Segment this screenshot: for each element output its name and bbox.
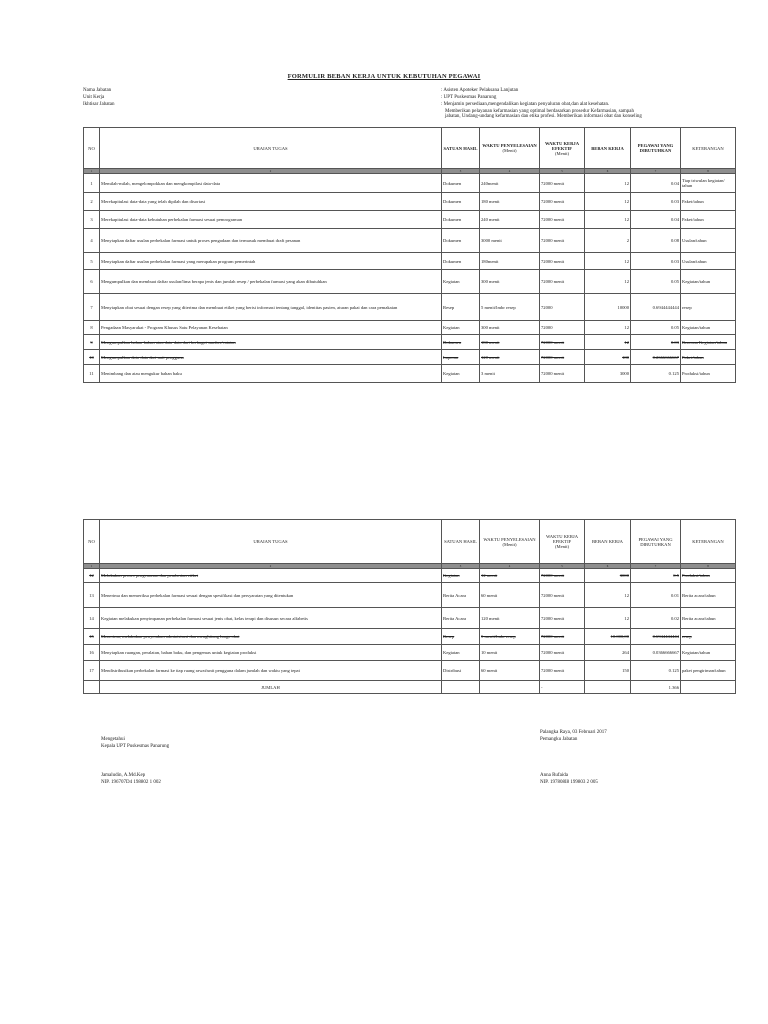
row-eff: 72000 menit	[540, 270, 585, 294]
row-time: 10 menit	[480, 645, 540, 661]
header-keterangan: KETERANGAN	[681, 128, 736, 169]
row-eff: 72000 menit	[540, 193, 585, 211]
row-no: 10	[84, 350, 100, 365]
signature-right-block	[540, 772, 598, 786]
row-load: 10.000,00	[585, 629, 631, 645]
row-load: 2	[585, 229, 631, 253]
row-note: Paket/tahun	[681, 211, 736, 229]
header-beban-kerja: BEBAN KERJA	[585, 128, 631, 169]
row-task: Menerima, melakukan penyerahan administrasi dan menghitung harga obat	[100, 629, 442, 645]
row-unit: Distribusi	[442, 661, 480, 681]
header-waktu-penyelesaian	[480, 128, 540, 169]
row-unit: Dokumen	[442, 193, 480, 211]
row-need: 0.125	[631, 661, 681, 681]
row-unit: Dokumen	[442, 253, 480, 270]
header-waktu-kerja-efektif-unit: (Menit)	[554, 544, 570, 549]
row-time: 180 menit	[480, 335, 540, 350]
row-task: Menerima dan memeriksa perbekalan farmasi sesuai dengan spesifikasi dan persyaratan yang ditentukan	[100, 583, 442, 608]
total-value: 1.366	[631, 681, 681, 694]
header-no: NO	[84, 520, 100, 564]
row-load: 12	[585, 608, 631, 629]
workload-table-2	[83, 519, 736, 694]
row-time: 300 menit	[480, 270, 540, 294]
row-load: 264	[585, 645, 631, 661]
header-keterangan: KETERANGAN	[681, 520, 736, 564]
row-time: 5 menit/lmbr resep	[480, 629, 540, 645]
row-no: 6	[84, 270, 100, 294]
row-eff: 72000	[540, 294, 585, 321]
index-cell: 4	[480, 169, 540, 174]
table-row	[84, 629, 736, 645]
row-time: 5 menit/lmbr resep	[480, 294, 540, 321]
table-row	[84, 294, 736, 321]
row-no: 17	[84, 661, 100, 681]
table-row	[84, 569, 736, 583]
row-time: 60 menit	[480, 583, 540, 608]
table2-body	[84, 569, 736, 681]
row-note: resep	[681, 294, 736, 321]
info-value-nama-jabatan: : Asisten Apoteker Pelaksana Lanjutan	[441, 88, 519, 93]
row-need: 0.03	[631, 335, 681, 350]
index-cell: 6	[585, 564, 631, 569]
header-waktu-penyelesaian-unit: (Menit)	[502, 148, 517, 153]
table-row	[84, 583, 736, 608]
index-cell: 6	[585, 169, 631, 174]
row-task: Menyiapkan obat sesuai dengan resep yang diterima dan membuat etiket yang berisi informasi tentang tanggal, identitas pasien, aturan pakai dan cara pemakaian	[100, 294, 442, 321]
row-unit: Resep	[442, 294, 480, 321]
signature-right-header	[540, 729, 607, 743]
row-unit: Dokumen	[442, 211, 480, 229]
row-unit: Kegiatan	[442, 569, 480, 583]
table-row	[84, 321, 736, 335]
row-need: 0.03	[631, 253, 681, 270]
row-load: 12	[585, 335, 631, 350]
row-eff: 72000 menit	[540, 629, 585, 645]
row-need: 0.05	[631, 270, 681, 294]
row-time: 60 menit	[480, 661, 540, 681]
row-eff: 72000 menit	[540, 211, 585, 229]
row-time: 3000 menit	[480, 229, 540, 253]
row-note: Produksi/tahun	[681, 365, 736, 383]
header-waktu-kerja-efektif	[540, 520, 585, 564]
table-row	[84, 350, 736, 365]
row-need: 0.0366666667	[631, 645, 681, 661]
row-need: 0.2666666667	[631, 350, 681, 365]
row-need: 0.04	[631, 211, 681, 229]
row-need: 0.03	[631, 193, 681, 211]
row-unit: Dokumen	[442, 229, 480, 253]
total-empty-cell	[681, 681, 736, 694]
row-unit: Kegiatan	[442, 365, 480, 383]
header-pegawai-dibutuhkan: PEGAWAI YANG DIBUTUHKAN	[631, 128, 681, 169]
signature-right-nip: NIP. 197808I8 199803 2 005	[540, 780, 598, 785]
total-empty-cell	[84, 681, 100, 694]
row-load: 12	[585, 321, 631, 335]
header-satuan-hasil: SATUAN HASIL	[442, 520, 480, 564]
row-load: 3000	[585, 569, 631, 583]
info-value-ikhtisar-cont-2: jabatan, Undang-undang kefarmasian dan etika profesi. Memberikan informasi obat dan konseling	[445, 114, 642, 120]
header-waktu-kerja-efektif-label: WAKTU KERJA EFEKTIF	[545, 534, 579, 544]
row-eff: 72000 menit	[540, 583, 585, 608]
row-note: Produksi/tahun	[681, 569, 736, 583]
row-note: Berita acara/tahun	[681, 583, 736, 608]
row-load: 12	[585, 211, 631, 229]
row-time: 240menit	[480, 174, 540, 193]
total-empty-cell	[442, 681, 480, 694]
row-load: 180	[585, 350, 631, 365]
row-load: 12	[585, 193, 631, 211]
header-beban-kerja: BEBAN KERJA	[585, 520, 631, 564]
header-uraian-tugas: URAIAN TUGAS	[100, 128, 442, 169]
row-need: 0.05	[631, 321, 681, 335]
row-time: 120 menit	[480, 350, 540, 365]
row-task: Merekapitulasi data-data kebutuhan perbekalan farmasi sesuai pemrograman	[100, 211, 442, 229]
table1-header-row	[84, 128, 736, 169]
row-unit: Berita Acara	[442, 608, 480, 629]
signature-left-nip: NIP. 196707D4 198802 1 002	[101, 780, 161, 785]
table-row	[84, 661, 736, 681]
table-row	[84, 193, 736, 211]
row-note: Kegiatan/tahun	[681, 270, 736, 294]
index-cell: 2	[100, 564, 442, 569]
table-row	[84, 174, 736, 193]
form-title: FORMULIR BEBAN KERJA UNTUK KEBUTUHAN PEGAWAI	[287, 73, 481, 80]
header-satuan-hasil: SATUAN HASIL	[442, 128, 480, 169]
header-waktu-kerja-efektif-label: WAKTU KERJA EFEKTIF	[544, 140, 580, 151]
row-load: 150	[585, 661, 631, 681]
info-label-unit-kerja: Unit Kerja	[83, 95, 105, 101]
row-note: paket pengiriman/tahun	[681, 661, 736, 681]
row-need: 0.08	[631, 229, 681, 253]
row-load: 12	[585, 174, 631, 193]
place-date: Palangka Raya, 03 Februari 2017	[540, 730, 607, 735]
row-no: 12	[84, 569, 100, 583]
row-task: Kegiatan melakukan penyimpanan perbekalan farmasi sesuai jenis obat, kelas terapi dan disusun secara alfabetis	[100, 608, 442, 629]
row-task: Mengumpulkan bahan-bahan atau data-data dari berbagai sumber/catatan	[100, 335, 442, 350]
row-task: Menyiapkan ruangan, peralatan, bahan baku, dan pengemas untuk kegiatan produksi	[100, 645, 442, 661]
table-row	[84, 365, 736, 383]
index-cell: 3	[442, 564, 480, 569]
header-uraian-tugas: URAIAN TUGAS	[100, 520, 442, 564]
row-unit: Kegiatan	[442, 321, 480, 335]
row-time: 300 menit	[480, 321, 540, 335]
row-eff: 72000 menit	[540, 365, 585, 383]
row-task: Menimbang dan atau mengukur bahan baku	[100, 365, 442, 383]
row-note: Rencana Kegiatan/tahun	[681, 335, 736, 350]
row-need: 0.02	[631, 608, 681, 629]
row-note: Usulan/tahun	[681, 229, 736, 253]
header-pegawai-dibutuhkan: PEGAWAI YANG DIBUTUHKAN	[631, 520, 681, 564]
row-eff: 72000 menit	[540, 645, 585, 661]
header-waktu-kerja-efektif	[540, 128, 585, 169]
row-note: Kegiatan/tahun	[681, 645, 736, 661]
row-no: 13	[84, 583, 100, 608]
table-row	[84, 335, 736, 350]
row-need: 0.04	[631, 174, 681, 193]
signature-left-label: Mengetahui	[101, 737, 125, 742]
row-eff: 72000 menit	[540, 174, 585, 193]
row-load: 12	[585, 583, 631, 608]
table2-total-row	[84, 681, 736, 694]
row-no: 7	[84, 294, 100, 321]
row-load: 3000	[585, 365, 631, 383]
table-row	[84, 270, 736, 294]
index-cell: 7	[631, 169, 681, 174]
table-row	[84, 229, 736, 253]
row-no: 9	[84, 335, 100, 350]
row-time: 180menit	[480, 253, 540, 270]
row-unit: Kegiatan	[442, 270, 480, 294]
row-time: 12 menit	[480, 569, 540, 583]
row-need: 0.01	[631, 583, 681, 608]
row-note: Paket/tahun	[681, 350, 736, 365]
table-row	[84, 608, 736, 629]
row-eff: 72000	[540, 321, 585, 335]
index-cell: 7	[631, 564, 681, 569]
row-load: 12	[585, 270, 631, 294]
row-task: Menyiapkan daftar usulan perbekalan farmasi yang merupakan program pemerintah	[100, 253, 442, 270]
row-need: 0.6944444444	[631, 629, 681, 645]
signature-left-title: Kepala UPT Puskesmas Panarung	[101, 744, 170, 749]
index-cell: 1	[84, 169, 100, 174]
total-empty-cell	[585, 681, 631, 694]
row-note: Paket/tahun	[681, 193, 736, 211]
index-cell: 5	[540, 564, 585, 569]
table1-body	[84, 174, 736, 383]
total-empty-cell	[480, 681, 540, 694]
header-waktu-penyelesaian	[480, 520, 540, 564]
row-time: 3 menit	[480, 365, 540, 383]
row-need: 0.6944444444	[631, 294, 681, 321]
info-value-ikhtisar: : Menjamin persediaan,mengendalikan kegiatan penyaluran obat,dan alat kesehatan.	[441, 102, 610, 108]
row-no: 5	[84, 253, 100, 270]
row-no: 14	[84, 608, 100, 629]
row-time: 180 menit	[480, 193, 540, 211]
signature-left-header	[101, 736, 169, 750]
info-values	[441, 87, 701, 120]
info-labels	[83, 87, 115, 109]
row-task: Pengadaan Masyarakat - Program Khusus Satu Pelayanan Kesehatan	[100, 321, 442, 335]
row-need: 0.125	[631, 365, 681, 383]
header-waktu-penyelesaian-label: WAKTU PENYELESAIAN	[483, 536, 536, 542]
index-cell: 2	[100, 169, 442, 174]
total-dash: -	[540, 681, 585, 694]
row-unit: Kegiatan	[442, 645, 480, 661]
row-unit: Dokumen	[442, 174, 480, 193]
row-task: Mengumpulkan data-data dari unit pengguna	[100, 350, 442, 365]
header-waktu-penyelesaian-label: WAKTU PENYELESAIAN	[482, 143, 537, 148]
row-unit: Dokumen	[442, 335, 480, 350]
signature-right-name: Anna Rufaida	[540, 773, 568, 778]
header-waktu-kerja-efektif-unit: (Menit)	[554, 150, 570, 156]
row-task: Merekapitulasi data-data yang telah dipilah dan disortasi	[100, 193, 442, 211]
workload-table-1	[83, 127, 736, 383]
row-note: Usulan/tahun	[681, 253, 736, 270]
table-row	[84, 253, 736, 270]
row-load: 12	[585, 253, 631, 270]
table2-header-row	[84, 520, 736, 564]
row-eff: 72000 menit	[540, 253, 585, 270]
signature-right-title: Pemangku Jabatan	[540, 737, 578, 742]
total-label: JUMLAH	[100, 681, 442, 694]
row-no: 11	[84, 365, 100, 383]
row-no: 2	[84, 193, 100, 211]
row-need: 0.5	[631, 569, 681, 583]
info-value-unit-kerja: : UPT Puskesmas Panarung	[441, 95, 497, 101]
header-waktu-penyelesaian-unit: (Menit)	[502, 541, 517, 547]
index-cell: 1	[84, 564, 100, 569]
info-label-nama-jabatan: Nama Jabatan	[83, 88, 112, 93]
row-eff: 72000 menit	[540, 350, 585, 365]
table-row	[84, 645, 736, 661]
row-time: 120 menit	[480, 608, 540, 629]
row-no: 3	[84, 211, 100, 229]
row-no: 16	[84, 645, 100, 661]
index-cell: 8	[681, 564, 736, 569]
row-task: Mendistribusikan perbekalan farmasi ke tiap ruang rawat/unit pengguna dalam jumlah dan waktu yang tepat	[100, 661, 442, 681]
index-cell: 5	[540, 169, 585, 174]
row-note: Berita acara/tahun	[681, 608, 736, 629]
index-cell: 8	[681, 169, 736, 174]
row-no: 1	[84, 174, 100, 193]
row-eff: 72000 menit	[540, 229, 585, 253]
table-row	[84, 211, 736, 229]
row-no: 8	[84, 321, 100, 335]
info-label-ikhtisar: Ikhtisar Jabatan	[83, 102, 115, 108]
index-cell: 4	[480, 564, 540, 569]
row-load: 10000	[585, 294, 631, 321]
row-task: Melakukan proses pengemasan dan pemberian etiket	[100, 569, 442, 583]
row-task: Memilah-milah, mengelompokkan dan mengkompilasi data-data	[100, 174, 442, 193]
row-note: Kegiatan/tahun	[681, 321, 736, 335]
row-no: 15	[84, 629, 100, 645]
row-eff: 72000 menit	[540, 569, 585, 583]
row-unit: Resep	[442, 629, 480, 645]
row-unit: Laporan	[442, 350, 480, 365]
row-eff: 72000 menit	[540, 335, 585, 350]
row-note: resep	[681, 629, 736, 645]
info-value-ikhtisar-cont-1: Memberikan pelayanan kefarmasian yang optimal berdasarkan prosedur Kefarmasian, sampah	[445, 108, 634, 114]
signature-left-name: Jamaludin, A.Md.Kep	[101, 773, 146, 778]
row-eff: 72000 menit	[540, 661, 585, 681]
index-cell: 3	[442, 169, 480, 174]
row-task: Mengumpulkan dan membuat daftar usulan/lima berapa jenis dan jumlah resep / perbekalan farmasi yang akan dibutuhkan	[100, 270, 442, 294]
row-note: Tiap triwulan kegiatan/ tahun	[681, 174, 736, 193]
row-time: 240 menit	[480, 211, 540, 229]
row-unit: Berita Acara	[442, 583, 480, 608]
row-task: Menyiapkan daftar usulan perbekalan farmasi untuk proses pengadaan dan termasuk membuat draft pesanan	[100, 229, 442, 253]
row-no: 4	[84, 229, 100, 253]
header-no: NO	[84, 128, 100, 169]
signature-left-block	[101, 772, 161, 786]
row-eff: 72000 menit	[540, 608, 585, 629]
